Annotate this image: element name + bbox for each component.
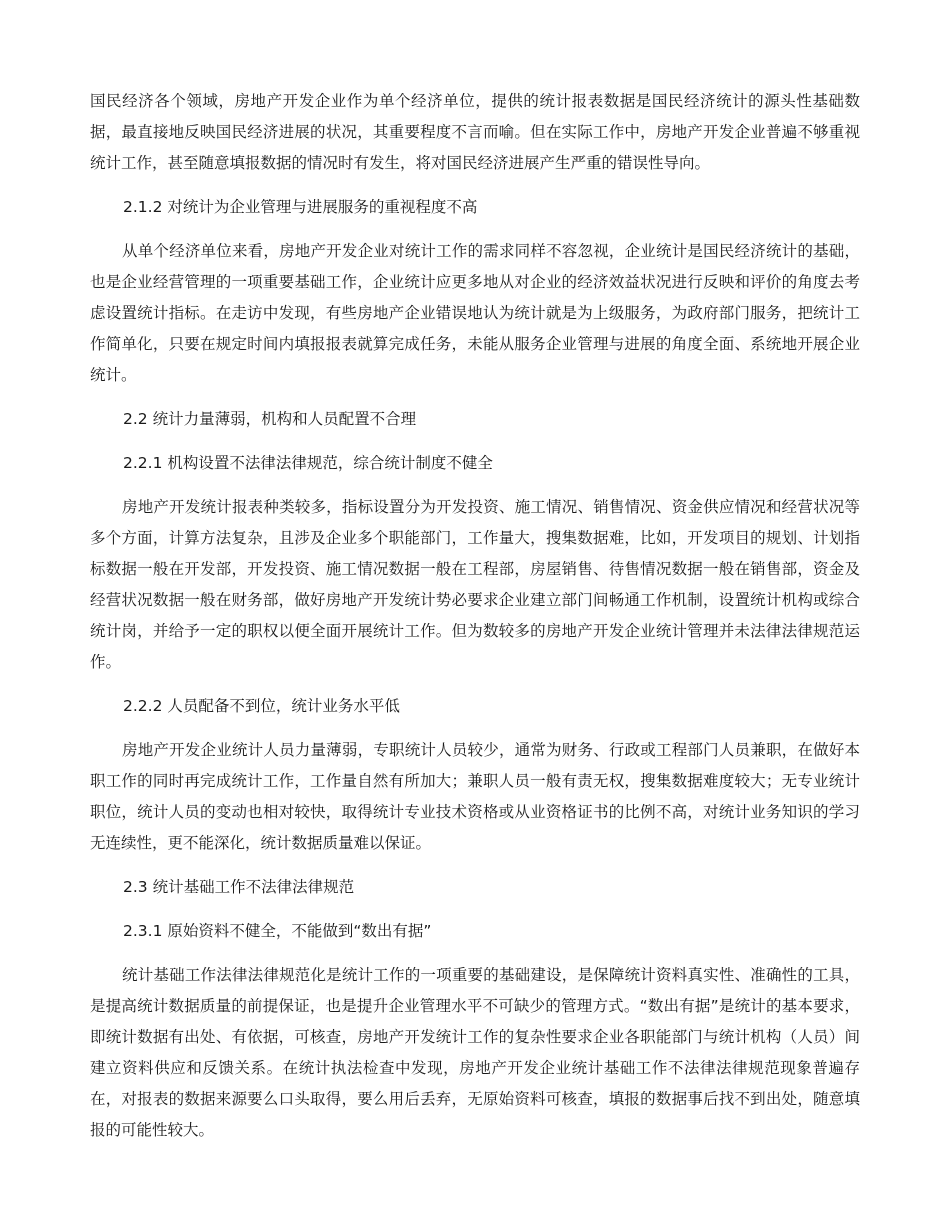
heading-2-2-1: 2.2.1 机构设置不法律法律规范，综合统计制度不健全: [123, 454, 493, 472]
heading-2-1-2: 2.1.2 对统计为企业管理与进展服务的重视程度不高: [123, 198, 478, 216]
heading-2-3-1: 2.3.1 原始资料不健全，不能做到“数出有据”: [123, 922, 432, 940]
spacer: [90, 678, 860, 691]
spacer: [90, 479, 860, 492]
heading-2-3: 2.3 统计基础工作不法律法律规范: [123, 878, 355, 896]
spacer: [90, 391, 860, 404]
spacer: [90, 435, 860, 448]
heading-2-2-2: 2.2.2 人员配备不到位，统计业务水平低: [123, 697, 400, 715]
spacer: [90, 223, 860, 236]
heading-2-2: 2.2 统计力量薄弱，机构和人员配置不合理: [123, 410, 417, 428]
spacer: [90, 947, 860, 960]
paragraph-intro-continuation: 国民经济各个领域，房地产开发企业作为单个经济单位，提供的统计报表数据是国民经济统计的源头性基础数据，最直接地反映国民经济进展的状况，其重要程度不言而喻。但在实际工作中，房地产开发企业普遍不够重视统计工作，甚至随意填报数据的情况时有发生，将对国民经济进展产生严重的错误性导向。: [90, 92, 860, 172]
paragraph-2-3-1: 统计基础工作法律法律规范化是统计工作的一项重要的基础建设，是保障统计资料真实性、准确性的工具，是提高统计数据质量的前提保证，也是提升企业管理水平不可缺少的管理方式。“数出有据”是统计的基本要求，即统计数据有出处、有依据，可核查，房地产开发统计工作的复杂性要求企业各职能部门与统计机构（人员）间建立资料供应和反馈关系。在统计执法检查中发现，房地产开发企业统计基础工作不法律法律规范现象普遍存在，对报表的数据来源要么口头取得，要么用后丢弃，无原始资料可核查，填报的数据事后找不到出处，随意填报的可能性较大。: [90, 966, 860, 1139]
spacer: [90, 859, 860, 872]
spacer: [90, 903, 860, 916]
document-page: [90, 86, 860, 1146]
paragraph-2-2-1: 房地产开发统计报表种类较多，指标设置分为开发投资、施工情况、销售情况、资金供应情况和经营状况等多个方面，计算方法复杂，且涉及企业多个职能部门，工作量大，搜集数据难，比如，开发项目的规划、计划指标数据一般在开发部，开发投资、施工情况数据一般在工程部，房屋销售、待售情况数据一般在销售部，资金及经营状况数据一般在财务部，做好房地产开发统计势必要求企业建立部门间畅通工作机制，设置统计机构或综合统计岗，并给予一定的职权以便全面开展统计工作。但为数较多的房地产开发企业统计管理并未法律法律规范运作。: [90, 498, 860, 671]
paragraph-2-2-2: 房地产开发企业统计人员力量薄弱，专职统计人员较少，通常为财务、行政或工程部门人员兼职，在做好本职工作的同时再完成统计工作，工作量自然有所加大；兼职人员一般有责无权，搜集数据难度较大；无专业统计职位，统计人员的变动也相对较快，取得统计专业技术资格或从业资格证书的比例不高，对统计业务知识的学习无连续性，更不能深化，统计数据质量难以保证。: [90, 741, 860, 852]
spacer: [90, 722, 860, 735]
spacer: [90, 179, 860, 192]
paragraph-2-1-2: 从单个经济单位来看，房地产开发企业对统计工作的需求同样不容忽视，企业统计是国民经济统计的基础，也是企业经营管理的一项重要基础工作，企业统计应更多地从对企业的经济效益状况进行反映和评价的角度去考虑设置统计指标。在走访中发现，有些房地产企业错误地认为统计就是为上级服务，为政府部门服务，把统计工作简单化，只要在规定时间内填报报表就算完成任务，未能从服务企业管理与进展的角度全面、系统地开展企业统计。: [90, 242, 860, 384]
